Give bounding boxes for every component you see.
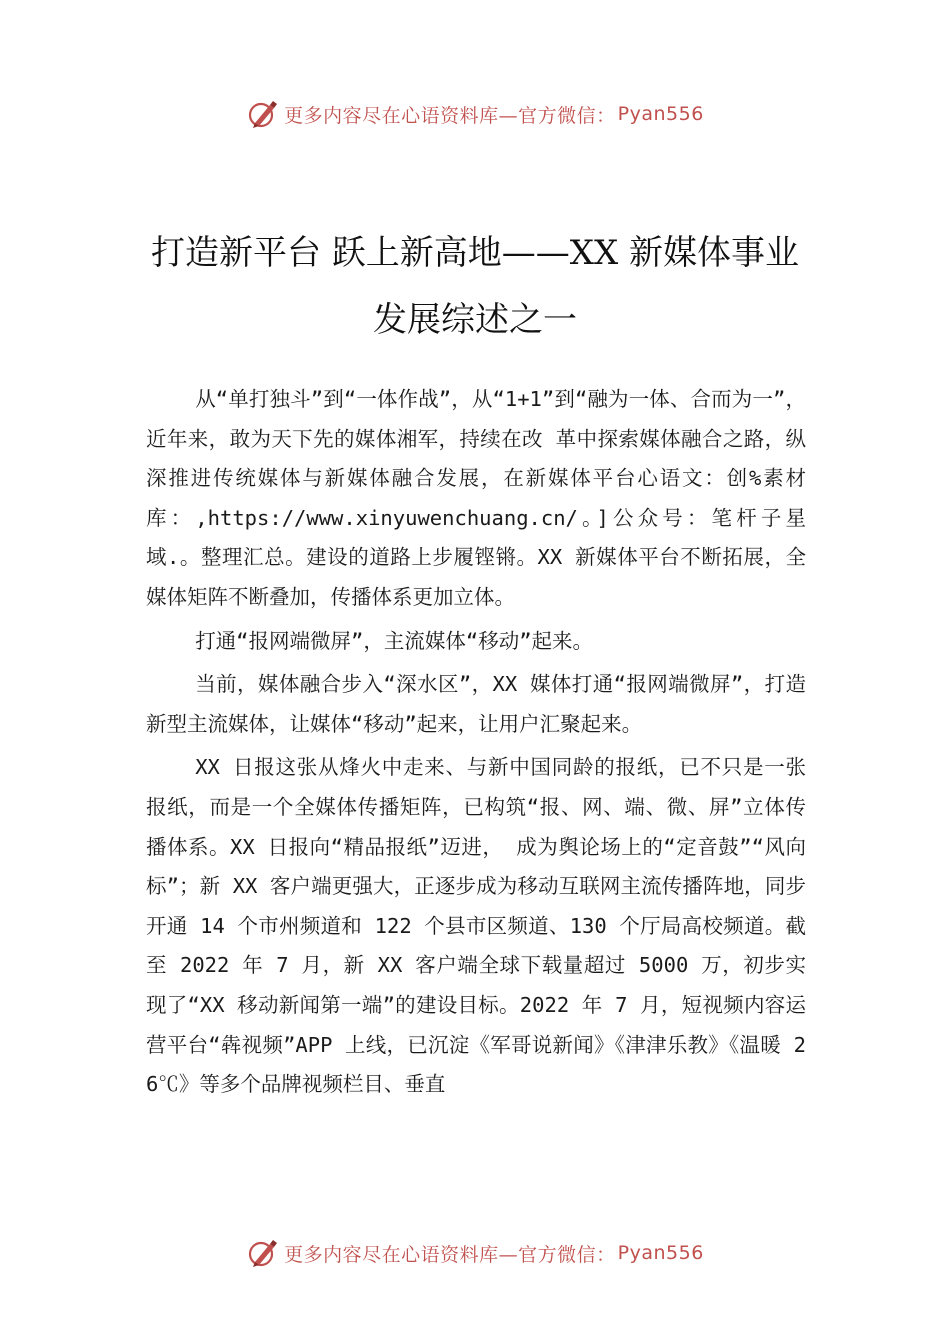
paragraph: XX 日报这张从烽火中走来、与新中国同龄的报纸，已不只是一张报纸，而是一个全媒体传播矩阵，已构筑“报、网、端、微、屏”立体传播体系。XX 日报向“精品报纸”迈进， 成为舆论场上的“定音鼓”“风向标”；新 XX 客户端更强大，正逐步成为移动互联网主流传播阵地，同步开通 14 个市州频道和 122 个县市区频道、130 个厅局高校频道。截至 2022 年 7 月，新 XX 客户端全球下载量超过 5000 万，初步实现了“XX 移动新闻第一端”的建设目标。2022 年 7 月，短视频内容运营平台“犇视频”APP 上线，已沉淀《军哥说新闻》《津津乐教》《温暖 26℃》等多个品牌视频栏目、垂直 <box>146 755 806 1097</box>
footer-watermark <box>0 1233 950 1273</box>
paragraph: 从“单打独斗”到“一体作战”，从“1+1”到“融为一体、合而为一”，近年来，敢为天下先的媒体湘军，持续在改 革中探索媒体融合之路，纵深推进传统媒体与新媒体融合发展，在新媒体平台心语文：创%素材库：,https://www.xinyuwenchuang.cn/。]公众号：笔杆子星域.。整理汇总。建设的道路上步履铿锵。XX 新媒体平台不断拓展，全媒体矩阵不断叠加，传播体系更加立体。 <box>146 387 806 609</box>
watermark-wechat-id: Pyan556 <box>617 103 704 125</box>
watermark-text: 更多内容尽在心语资料库—官方微信： <box>284 1243 616 1266</box>
pen-logo-icon <box>246 97 280 131</box>
paragraph: 打通“报网端微屏”，主流媒体“移动”起来。 <box>195 628 594 653</box>
article-title: 打造新平台 跃上新高地——XX 新媒体事业发展综述之一 <box>150 233 800 340</box>
paragraph: 当前，媒体融合步入“深水区”，XX 媒体打通“报网端微屏”，打造新型主流媒体，让媒体“移动”起来，让用户汇聚起来。 <box>146 672 806 736</box>
pen-logo-icon <box>246 1236 280 1270</box>
article-body <box>146 380 806 1105</box>
watermark-wechat-id: Pyan556 <box>617 1242 704 1264</box>
watermark-text: 更多内容尽在心语资料库—官方微信： <box>284 104 616 127</box>
header-watermark <box>0 94 950 134</box>
